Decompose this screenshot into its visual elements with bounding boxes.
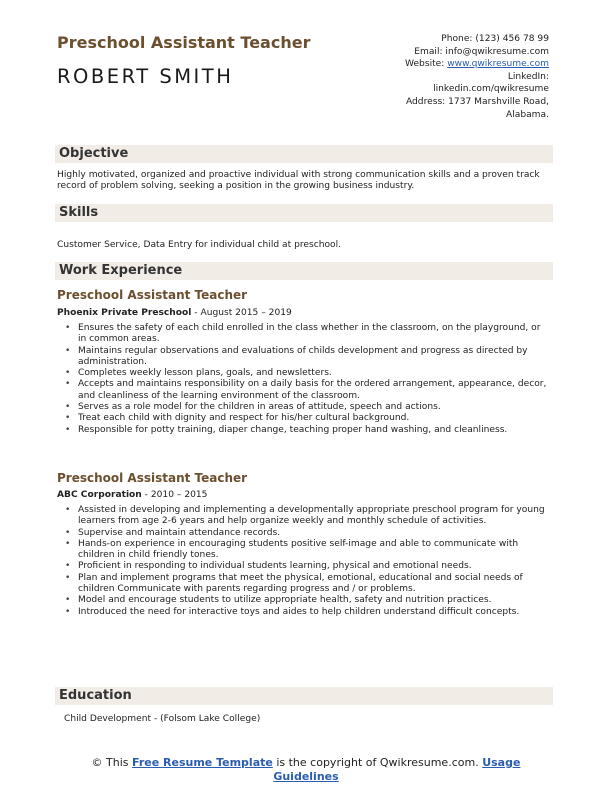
contact-address-line2: Alabama. xyxy=(506,109,549,120)
section-title-work-experience: Work Experience xyxy=(59,263,183,278)
footer-middle: is the copyright of Qwikresume.com. xyxy=(272,756,483,769)
usage-guidelines-link-part2[interactable]: Guidelines xyxy=(273,770,339,783)
candidate-name: ROBERT SMITH xyxy=(57,65,234,88)
list-item: • Accepts and maintains responsibility on a daily basis for the ordered arrangement, appearance, decor, and cleanliness of the learning environment of the classroom. xyxy=(64,379,550,402)
skills-text: Customer Service, Data Entry for individual child at preschool. xyxy=(57,240,342,250)
contact-address-line1: Address: 1737 Marshville Road, xyxy=(405,96,549,107)
list-item: • Assisted in developing and implementing a developmentally appropriate preschool program for young learners from age 2-6 years and help organize weekly and monthly schedule of activities. xyxy=(64,505,550,528)
usage-guidelines-link-part1[interactable]: Usage xyxy=(482,756,521,769)
list-item: • Model and encourage students to utilize appropriate health, safety and nutrition practices. xyxy=(64,595,550,606)
job-2-bullets xyxy=(64,505,550,618)
list-item: • Serves as a role model for the children in areas of attitude, speech and actions. xyxy=(64,402,550,413)
list-item: • Completes weekly lesson plans, goals, and newsletters. xyxy=(64,368,550,379)
list-item: • Supervise and maintain attendance records. xyxy=(64,528,550,539)
contact-linkedin-value: linkedin.com/qwikresume xyxy=(433,84,549,95)
education-text: Child Development - (Folsom Lake College) xyxy=(64,714,261,724)
resume-header xyxy=(57,33,310,88)
free-resume-template-link[interactable]: Free Resume Template xyxy=(132,756,273,769)
list-item: • Proficient in responding to individual students learning, physical and emotional needs. xyxy=(64,561,550,572)
contact-email: Email: info@qwikresume.com xyxy=(414,46,549,57)
footer-prefix: © This xyxy=(91,756,133,769)
contact-phone: Phone: (123) 456 78 99 xyxy=(441,34,549,44)
section-education xyxy=(55,687,553,705)
objective-text: Highly motivated, organized and proactive individual with strong communication skills and a proven track record of problem solving, seeking a position in the growing business industry. xyxy=(57,170,540,192)
footer xyxy=(0,756,612,784)
job-title: Preschool Assistant Teacher xyxy=(57,33,311,52)
list-item: • Plan and implement programs that meet the physical, emotional, educational and social needs of children Communicate with parents regarding progress and / or problems. xyxy=(64,573,550,596)
list-item: • Ensures the safety of each child enrolled in the class whether in the classroom, on the playground, or in common areas. xyxy=(64,323,550,346)
job-1-dates: - August 2015 – 2019 xyxy=(191,308,292,318)
contact-block xyxy=(309,33,549,121)
job-2-dates: - 2010 – 2015 xyxy=(141,490,208,500)
job-2-company-line xyxy=(57,490,207,500)
contact-website xyxy=(309,58,549,71)
website-link[interactable]: www.qwikresume.com xyxy=(447,59,549,70)
contact-linkedin-label: LinkedIn: xyxy=(507,71,549,82)
list-item: • Hands-on experience in encouraging students positive self-image and able to communicate with children in child friendly tones. xyxy=(64,539,550,562)
list-item: • Responsible for potty training, diaper change, teaching proper hand washing, and cleanliness. xyxy=(64,425,550,436)
section-title-objective: Objective xyxy=(59,146,129,161)
section-title-education: Education xyxy=(59,688,132,703)
section-title-skills: Skills xyxy=(59,205,99,220)
job-2-title: Preschool Assistant Teacher xyxy=(57,471,248,485)
list-item: • Maintains regular observations and evaluations of childs development and progress as directed by administration. xyxy=(64,346,550,369)
list-item: • Treat each child with dignity and respect for his/her cultural background. xyxy=(64,413,550,424)
list-item: • Introduced the need for interactive toys and aides to help children understand difficult concepts. xyxy=(64,607,550,618)
section-objective xyxy=(55,145,553,163)
footer-line-1 xyxy=(0,756,612,770)
footer-line-2 xyxy=(0,770,612,784)
section-skills xyxy=(55,204,553,222)
job-1-bullets xyxy=(64,323,550,436)
job-2-company: ABC Corporation xyxy=(57,490,142,500)
job-1-company: Phoenix Private Preschool xyxy=(57,308,192,318)
section-work-experience xyxy=(55,262,553,280)
website-label: Website: xyxy=(405,59,448,70)
job-1-title: Preschool Assistant Teacher xyxy=(57,288,248,302)
job-1-company-line xyxy=(57,308,292,318)
